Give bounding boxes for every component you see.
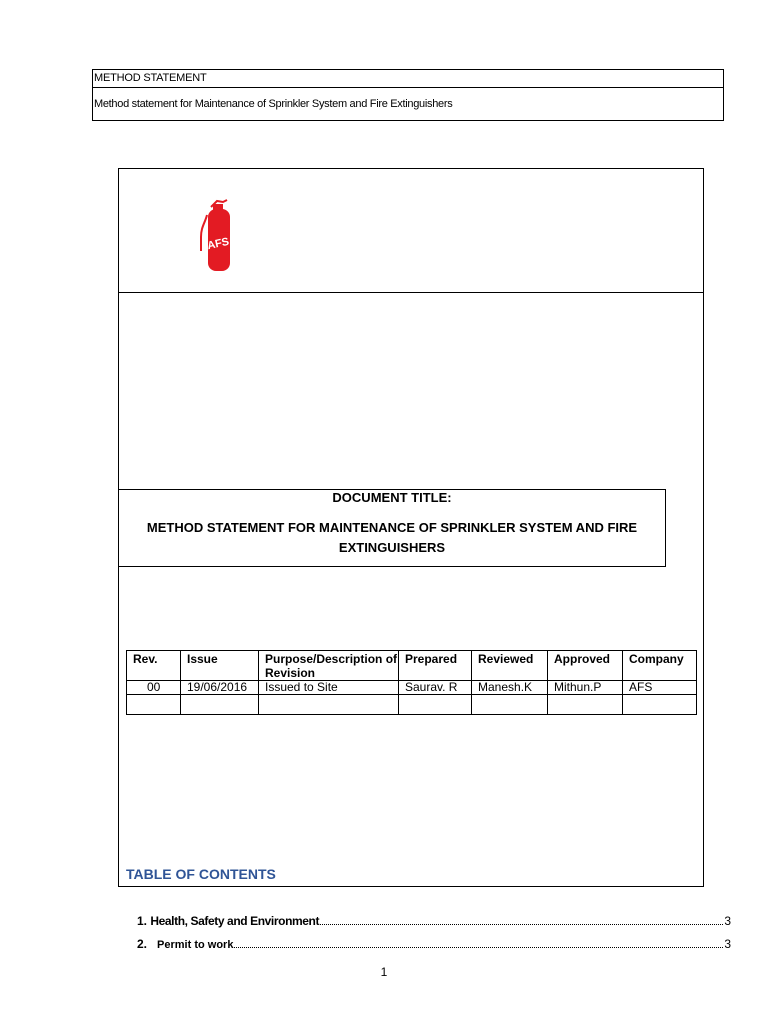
toc-item-2[interactable]: [137, 937, 731, 951]
cell-issue: 19/06/2016: [181, 681, 259, 695]
toc-heading: TABLE OF CONTENTS: [126, 866, 276, 882]
col-header-prepared: Prepared: [399, 651, 472, 681]
cell-empty: [399, 695, 472, 715]
cell-company: AFS: [623, 681, 697, 695]
table-row: [127, 695, 697, 715]
logo-text: AFS: [206, 235, 231, 253]
toc-item-page: 3: [724, 937, 731, 951]
col-header-reviewed: Reviewed: [472, 651, 548, 681]
header-box: [92, 69, 724, 121]
cell-empty: [548, 695, 623, 715]
toc-item-number: 2.: [137, 937, 148, 951]
table-row: [127, 681, 697, 695]
toc-leader-dots: [234, 946, 723, 948]
toc-leader-dots: [320, 923, 723, 925]
toc-item-1[interactable]: [137, 914, 731, 928]
table-header-row: [127, 651, 697, 681]
cell-empty: [127, 695, 181, 715]
cell-approved: Mithun.P: [548, 681, 623, 695]
cell-rev: 00: [127, 681, 181, 695]
header-label: METHOD STATEMENT: [94, 72, 207, 84]
fire-extinguisher-icon: [197, 197, 237, 275]
cell-empty: [181, 695, 259, 715]
page-number: 1: [380, 965, 388, 979]
col-header-company: Company: [623, 651, 697, 681]
toc-item-label: Permit to work: [157, 939, 234, 951]
toc-item-page: 3: [724, 914, 731, 928]
col-header-purpose: Purpose/Description of Revision: [259, 651, 399, 681]
cell-empty: [472, 695, 548, 715]
document-title: METHOD STATEMENT FOR MAINTENANCE OF SPRINKLER SYSTEM AND FIRE EXTINGUISHERS: [146, 520, 638, 555]
header-subtitle: Method statement for Maintenance of Sprinkler System and Fire Extinguishers: [94, 98, 453, 110]
toc-item-label: Health, Safety and Environment: [150, 914, 320, 928]
revision-table: [126, 650, 697, 715]
cell-empty: [259, 695, 399, 715]
cell-purpose: Issued to Site: [259, 681, 399, 695]
toc-item-number: 1.: [137, 914, 148, 928]
document-title-label: DOCUMENT TITLE:: [332, 490, 452, 505]
logo-divider: [119, 292, 703, 293]
cell-reviewed: Manesh.K: [472, 681, 548, 695]
cell-empty: [623, 695, 697, 715]
col-header-approved: Approved: [548, 651, 623, 681]
col-header-issue: Issue: [181, 651, 259, 681]
document-title-box: [118, 489, 666, 567]
col-header-rev: Rev.: [127, 651, 181, 681]
cell-prepared: Saurav. R: [399, 681, 472, 695]
